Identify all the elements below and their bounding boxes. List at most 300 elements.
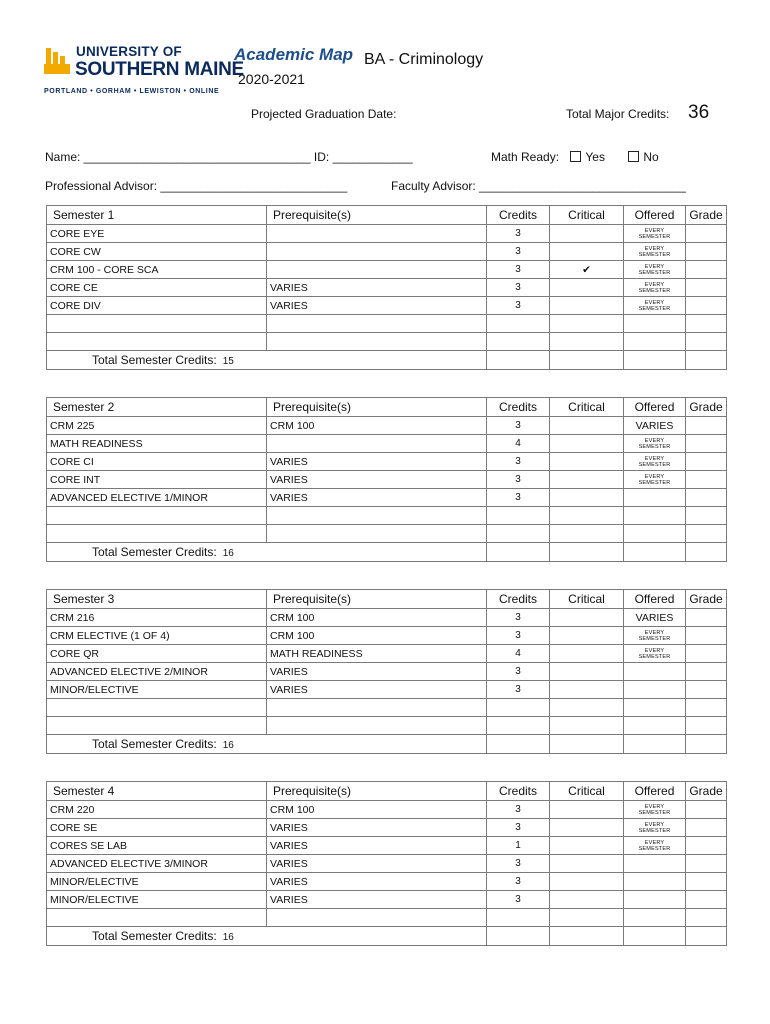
credits-header: Credits <box>487 782 550 801</box>
offered-value: VARIES <box>635 611 674 624</box>
total-label: Total Semester Credits: <box>92 929 217 943</box>
prereq-cell <box>267 315 487 333</box>
offered-cell <box>624 417 686 435</box>
logo-university-of: UNIVERSITY OF <box>76 44 182 59</box>
grade-cell[interactable] <box>686 507 727 525</box>
prereq-cell: VARIES <box>267 891 487 909</box>
course-cell <box>47 333 267 351</box>
offered-header: Offered <box>624 590 686 609</box>
total-row-cell <box>624 351 686 370</box>
offered-every-line1: EVERY <box>644 839 665 846</box>
professional-advisor-field[interactable]: Professional Advisor: ____________________________ <box>45 179 348 193</box>
offered-every-line1: EVERY <box>644 281 665 288</box>
total-row-cell <box>624 543 686 562</box>
course-cell: CRM 216 <box>47 609 267 627</box>
offered-cell <box>624 279 686 297</box>
table-row <box>47 891 727 909</box>
prereq-cell: VARIES <box>267 453 487 471</box>
course-cell: CORE DIV <box>47 297 267 315</box>
table-row <box>47 453 727 471</box>
semester-title: Semester 4 <box>47 782 267 801</box>
prereq-cell <box>267 909 487 927</box>
credits-cell: 3 <box>487 801 550 819</box>
critical-cell: ✔ <box>550 261 624 279</box>
grade-cell[interactable] <box>686 663 727 681</box>
table-row <box>47 645 727 663</box>
prereq-cell <box>267 717 487 735</box>
credits-cell: 3 <box>487 243 550 261</box>
course-cell <box>47 525 267 543</box>
total-major-credits-value: 36 <box>688 102 710 123</box>
math-ready-label: Math Ready: <box>491 150 560 164</box>
grade-cell[interactable] <box>686 243 727 261</box>
offered-cell <box>624 225 686 243</box>
grade-header: Grade <box>686 206 727 225</box>
math-ready-yes-option[interactable] <box>570 150 605 164</box>
offered-cell <box>624 909 686 927</box>
total-row-cell <box>487 927 550 946</box>
offered-cell <box>624 471 686 489</box>
prereq-cell: CRM 100 <box>267 417 487 435</box>
grade-header: Grade <box>686 590 727 609</box>
critical-header: Critical <box>550 590 624 609</box>
critical-cell <box>550 489 624 507</box>
prereq-cell: VARIES <box>267 489 487 507</box>
critical-cell <box>550 297 624 315</box>
credits-header: Credits <box>487 206 550 225</box>
credits-cell: 3 <box>487 681 550 699</box>
offered-every-line1: EVERY <box>644 227 665 234</box>
credits-cell: 3 <box>487 627 550 645</box>
grade-cell[interactable] <box>686 525 727 543</box>
grade-header: Grade <box>686 782 727 801</box>
offered-cell <box>624 699 686 717</box>
offered-every-line2: SEMESTER <box>638 269 671 276</box>
prereq-cell: VARIES <box>267 873 487 891</box>
prereq-cell <box>267 225 487 243</box>
yes-label: Yes <box>585 150 605 164</box>
course-cell: MATH READINESS <box>47 435 267 453</box>
offered-cell <box>624 627 686 645</box>
credits-cell: 3 <box>487 663 550 681</box>
grade-cell[interactable] <box>686 225 727 243</box>
grade-cell[interactable] <box>686 435 727 453</box>
prereq-cell: VARIES <box>267 681 487 699</box>
offered-every-line1: EVERY <box>644 647 665 654</box>
offered-cell <box>624 507 686 525</box>
offered-cell <box>624 489 686 507</box>
prereq-header: Prerequisite(s) <box>267 782 487 801</box>
total-row-cell <box>550 927 624 946</box>
total-label: Total Semester Credits: <box>92 545 217 559</box>
table-row <box>47 873 727 891</box>
academic-map-title: Academic Map <box>234 45 354 64</box>
table-row <box>47 315 727 333</box>
table-row <box>47 435 727 453</box>
total-row-cell <box>686 543 727 562</box>
course-cell: CRM ELECTIVE (1 OF 4) <box>47 627 267 645</box>
total-row-cell <box>686 351 727 370</box>
table-row <box>47 855 727 873</box>
projected-graduation-label: Projected Graduation Date: <box>251 107 397 121</box>
critical-cell <box>550 471 624 489</box>
prereq-cell <box>267 525 487 543</box>
course-cell: CORE CE <box>47 279 267 297</box>
credits-cell: 3 <box>487 489 550 507</box>
critical-cell <box>550 243 624 261</box>
table-row <box>47 609 727 627</box>
credits-cell: 3 <box>487 417 550 435</box>
offered-every-line1: EVERY <box>644 629 665 636</box>
critical-cell <box>550 663 624 681</box>
critical-cell <box>550 435 624 453</box>
credits-cell: 3 <box>487 453 550 471</box>
critical-cell <box>550 891 624 909</box>
logo-southern-maine: SOUTHERN MAINE <box>75 59 244 80</box>
academic-year: 2020-2021 <box>238 71 305 87</box>
total-value: 16 <box>222 740 234 751</box>
offered-cell <box>624 819 686 837</box>
grade-cell[interactable] <box>686 717 727 735</box>
semester-title: Semester 1 <box>47 206 267 225</box>
grade-cell[interactable] <box>686 855 727 873</box>
prereq-cell: CRM 100 <box>267 609 487 627</box>
grade-cell[interactable] <box>686 909 727 927</box>
critical-cell <box>550 609 624 627</box>
logo-campuses: PORTLAND • GORHAM • LEWISTON • ONLINE <box>44 88 220 95</box>
offered-every-line2: SEMESTER <box>638 251 671 258</box>
critical-header: Critical <box>550 206 624 225</box>
total-row <box>47 351 727 370</box>
credits-cell: 3 <box>487 609 550 627</box>
offered-value: VARIES <box>635 419 674 432</box>
credits-cell: 3 <box>487 261 550 279</box>
credits-cell: 3 <box>487 855 550 873</box>
critical-cell <box>550 627 624 645</box>
prereq-cell <box>267 243 487 261</box>
table-row <box>47 333 727 351</box>
course-cell: CORE CW <box>47 243 267 261</box>
course-cell: CRM 100 - CORE SCA <box>47 261 267 279</box>
course-cell: CRM 225 <box>47 417 267 435</box>
table-row <box>47 471 727 489</box>
prereq-cell <box>267 333 487 351</box>
offered-cell <box>624 453 686 471</box>
total-row-cell <box>487 543 550 562</box>
grade-cell[interactable] <box>686 453 727 471</box>
semester-table <box>46 397 727 562</box>
offered-every-line1: EVERY <box>644 437 665 444</box>
prereq-cell: CRM 100 <box>267 801 487 819</box>
total-semester-credits <box>47 351 487 370</box>
offered-every-line2: SEMESTER <box>638 635 671 642</box>
total-label: Total Semester Credits: <box>92 353 217 367</box>
table-row <box>47 507 727 525</box>
grade-cell[interactable] <box>686 489 727 507</box>
grade-cell[interactable] <box>686 873 727 891</box>
critical-header: Critical <box>550 782 624 801</box>
no-label: No <box>643 150 659 164</box>
credits-cell: 4 <box>487 435 550 453</box>
semester-table <box>46 589 727 754</box>
no-checkbox[interactable] <box>628 151 639 162</box>
critical-cell <box>550 699 624 717</box>
course-cell: CRM 220 <box>47 801 267 819</box>
grade-cell[interactable] <box>686 801 727 819</box>
offered-cell <box>624 681 686 699</box>
course-cell: ADVANCED ELECTIVE 3/MINOR <box>47 855 267 873</box>
offered-every-line2: SEMESTER <box>638 287 671 294</box>
course-cell <box>47 315 267 333</box>
table-row <box>47 489 727 507</box>
table-row <box>47 417 727 435</box>
grade-header: Grade <box>686 398 727 417</box>
course-cell: MINOR/ELECTIVE <box>47 873 267 891</box>
total-value: 16 <box>222 548 234 559</box>
offered-cell <box>624 873 686 891</box>
offered-every-line1: EVERY <box>644 821 665 828</box>
offered-every-line2: SEMESTER <box>638 443 671 450</box>
grade-cell[interactable] <box>686 837 727 855</box>
prereq-cell: VARIES <box>267 471 487 489</box>
credits-cell: 3 <box>487 279 550 297</box>
table-header-row <box>47 206 727 225</box>
critical-cell <box>550 717 624 735</box>
course-cell: CORE EYE <box>47 225 267 243</box>
offered-header: Offered <box>624 206 686 225</box>
total-semester-credits <box>47 735 487 754</box>
semester-title: Semester 3 <box>47 590 267 609</box>
grade-cell[interactable] <box>686 609 727 627</box>
table-row <box>47 243 727 261</box>
course-cell <box>47 717 267 735</box>
grade-cell[interactable] <box>686 279 727 297</box>
offered-cell <box>624 855 686 873</box>
offered-every-line2: SEMESTER <box>638 653 671 660</box>
table-header-row <box>47 590 727 609</box>
critical-cell <box>550 819 624 837</box>
critical-cell <box>550 225 624 243</box>
grade-cell[interactable] <box>686 315 727 333</box>
semester-table <box>46 205 727 370</box>
prereq-cell <box>267 261 487 279</box>
offered-every-line2: SEMESTER <box>638 845 671 852</box>
table-row <box>47 681 727 699</box>
offered-every-line1: EVERY <box>644 473 665 480</box>
prereq-cell: CRM 100 <box>267 627 487 645</box>
name-id-field[interactable]: Name: __________________________________ ID: ____________ <box>45 150 413 164</box>
critical-cell <box>550 855 624 873</box>
course-cell <box>47 699 267 717</box>
credits-header: Credits <box>487 398 550 417</box>
course-cell: CORE INT <box>47 471 267 489</box>
grade-cell[interactable] <box>686 297 727 315</box>
table-row <box>47 225 727 243</box>
prereq-cell: MATH READINESS <box>267 645 487 663</box>
table-row <box>47 837 727 855</box>
yes-checkbox[interactable] <box>570 151 581 162</box>
offered-every-line2: SEMESTER <box>638 461 671 468</box>
offered-cell <box>624 243 686 261</box>
table-header-row <box>47 398 727 417</box>
credits-cell: 3 <box>487 225 550 243</box>
offered-cell <box>624 663 686 681</box>
prereq-cell <box>267 507 487 525</box>
table-row <box>47 717 727 735</box>
critical-cell <box>550 645 624 663</box>
offered-every-line2: SEMESTER <box>638 809 671 816</box>
offered-every-line1: EVERY <box>644 299 665 306</box>
credits-cell <box>487 525 550 543</box>
usm-logo-mark-icon <box>44 46 70 76</box>
prereq-cell <box>267 699 487 717</box>
offered-every-line2: SEMESTER <box>638 827 671 834</box>
table-row <box>47 279 727 297</box>
offered-header: Offered <box>624 398 686 417</box>
course-cell <box>47 507 267 525</box>
critical-cell <box>550 417 624 435</box>
faculty-advisor-field[interactable]: Faculty Advisor: _______________________________ <box>391 179 686 193</box>
offered-cell <box>624 435 686 453</box>
grade-cell[interactable] <box>686 699 727 717</box>
total-row-cell <box>624 927 686 946</box>
offered-cell <box>624 801 686 819</box>
course-cell: CORES SE LAB <box>47 837 267 855</box>
critical-cell <box>550 279 624 297</box>
total-row-cell <box>487 351 550 370</box>
table-row <box>47 627 727 645</box>
total-row-cell <box>550 351 624 370</box>
critical-cell <box>550 507 624 525</box>
table-row <box>47 297 727 315</box>
total-row <box>47 543 727 562</box>
prereq-cell: VARIES <box>267 837 487 855</box>
credits-header: Credits <box>487 590 550 609</box>
offered-every-line1: EVERY <box>644 455 665 462</box>
grade-cell[interactable] <box>686 471 727 489</box>
total-major-credits-label: Total Major Credits: <box>566 107 670 121</box>
total-row <box>47 735 727 754</box>
grade-cell[interactable] <box>686 645 727 663</box>
total-row-cell <box>686 735 727 754</box>
total-row-cell <box>686 927 727 946</box>
grade-cell[interactable] <box>686 627 727 645</box>
credits-cell: 3 <box>487 873 550 891</box>
credits-cell <box>487 717 550 735</box>
table-row <box>47 663 727 681</box>
critical-cell <box>550 873 624 891</box>
offered-every-line2: SEMESTER <box>638 305 671 312</box>
grade-cell[interactable] <box>686 891 727 909</box>
program-name: BA - Criminology <box>364 51 484 68</box>
critical-header: Critical <box>550 398 624 417</box>
credits-cell: 3 <box>487 297 550 315</box>
offered-cell <box>624 525 686 543</box>
offered-cell <box>624 261 686 279</box>
total-label: Total Semester Credits: <box>92 737 217 751</box>
course-cell: CORE QR <box>47 645 267 663</box>
total-value: 16 <box>222 932 234 943</box>
course-cell: CORE SE <box>47 819 267 837</box>
total-row-cell <box>550 543 624 562</box>
critical-cell <box>550 333 624 351</box>
critical-cell <box>550 909 624 927</box>
offered-header: Offered <box>624 782 686 801</box>
course-cell: CORE CI <box>47 453 267 471</box>
semester-title: Semester 2 <box>47 398 267 417</box>
semester-table <box>46 781 727 946</box>
table-row <box>47 909 727 927</box>
math-ready-field <box>491 150 659 164</box>
prereq-cell: VARIES <box>267 279 487 297</box>
offered-cell <box>624 891 686 909</box>
grade-cell[interactable] <box>686 333 727 351</box>
total-semester-credits <box>47 927 487 946</box>
offered-cell <box>624 837 686 855</box>
credits-cell: 3 <box>487 471 550 489</box>
total-semester-credits <box>47 543 487 562</box>
table-row <box>47 801 727 819</box>
grade-cell[interactable] <box>686 417 727 435</box>
credits-cell: 1 <box>487 837 550 855</box>
prereq-cell: VARIES <box>267 663 487 681</box>
offered-cell <box>624 609 686 627</box>
critical-cell <box>550 837 624 855</box>
credits-cell: 3 <box>487 819 550 837</box>
table-header-row <box>47 782 727 801</box>
offered-cell <box>624 315 686 333</box>
credits-cell <box>487 333 550 351</box>
critical-cell <box>550 315 624 333</box>
prereq-cell: VARIES <box>267 297 487 315</box>
credits-cell <box>487 315 550 333</box>
credits-cell: 3 <box>487 891 550 909</box>
offered-cell <box>624 333 686 351</box>
grade-cell[interactable] <box>686 681 727 699</box>
critical-cell <box>550 453 624 471</box>
math-ready-no-option[interactable] <box>628 150 658 164</box>
course-cell: MINOR/ELECTIVE <box>47 891 267 909</box>
course-cell: ADVANCED ELECTIVE 1/MINOR <box>47 489 267 507</box>
critical-cell <box>550 801 624 819</box>
prereq-header: Prerequisite(s) <box>267 398 487 417</box>
offered-every-line2: SEMESTER <box>638 479 671 486</box>
prereq-cell <box>267 435 487 453</box>
offered-every-line1: EVERY <box>644 263 665 270</box>
prereq-header: Prerequisite(s) <box>267 590 487 609</box>
course-cell: ADVANCED ELECTIVE 2/MINOR <box>47 663 267 681</box>
table-row <box>47 525 727 543</box>
credits-cell <box>487 909 550 927</box>
total-row-cell <box>624 735 686 754</box>
offered-cell <box>624 297 686 315</box>
total-value: 15 <box>222 356 234 367</box>
table-row <box>47 261 727 279</box>
table-row <box>47 699 727 717</box>
grade-cell[interactable] <box>686 819 727 837</box>
offered-every-line1: EVERY <box>644 803 665 810</box>
prereq-cell: VARIES <box>267 819 487 837</box>
total-row <box>47 927 727 946</box>
course-cell <box>47 909 267 927</box>
offered-cell <box>624 717 686 735</box>
prereq-header: Prerequisite(s) <box>267 206 487 225</box>
grade-cell[interactable] <box>686 261 727 279</box>
critical-cell <box>550 525 624 543</box>
course-cell: MINOR/ELECTIVE <box>47 681 267 699</box>
offered-every-line2: SEMESTER <box>638 233 671 240</box>
total-row-cell <box>550 735 624 754</box>
